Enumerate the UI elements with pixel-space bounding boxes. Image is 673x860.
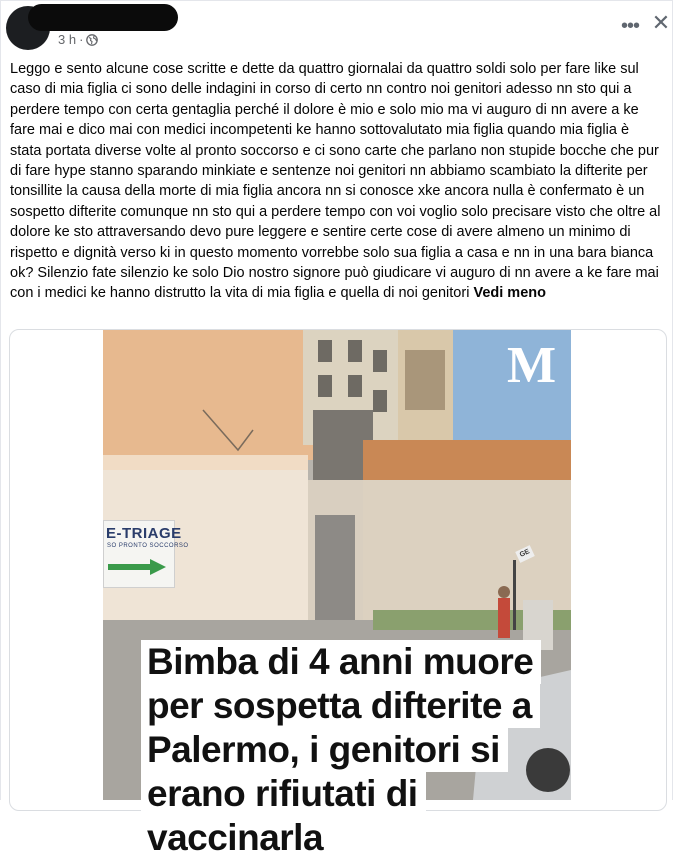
preview-headline [141, 640, 534, 860]
ellipsis-icon[interactable]: ••• [620, 14, 639, 37]
triage-sign-title: E-TRIAGE [106, 525, 182, 542]
triage-sign-subtitle: SO PRONTO SOCCORSO [107, 543, 189, 549]
see-less-link[interactable]: Vedi meno [473, 285, 546, 302]
headline-line: per sospetta difterite a [141, 684, 540, 728]
headline-line: erano rifiutati di [141, 772, 426, 816]
headline-line: Palermo, i genitori si [141, 728, 508, 772]
globe-icon [86, 34, 98, 46]
author-name-redacted[interactable] [28, 4, 178, 31]
small-sign: GE [515, 545, 535, 563]
headline-line: vaccinarla [141, 816, 331, 860]
post-body-text: Leggo e sento alcune cose scritte e dette da quattro giornalai da quattro soldi solo per fare like sul caso di mia figlia ci sono delle indagini in corso di certo nn contro noi genitori adesso nn sto qui a perdere tempo con certa gentaglia perché il dolore è mio e solo mio ma vi auguro di nn avere a ke fare mai e dico mai con medici incompetenti ke hanno sottovalutato mia figlia quando mia figlia è stata portata diverse volte al pronto soccorso e ci sono carte che parlano non stupide bocche che pur di fare hype stanno sparando minkiate e sentenze noi genitori nn abbiamo scambiato la difterite per tonsillite la causa della morte di mia figlia ancora nn si conosce xke ancora nulla è confermato è un sospetto difterite comunque nn sto qui a perdere tempo con voi voglio solo precisare visto che oltre al dolore ke sto attraversando devo pure leggere e sentire certe cose di avere almeno un minimo di rispetto e dignità verso ki in questo momento vorrebbe solo sua figlia a casa e nn in una bara bianca ok? Silenzio fate silenzio ke solo Dio nostro signore può giudicare vi auguro di nn avere a ke fare mai con i medici ke hanno distrutto la vita di mia figlia e quella di noi genitori [10, 61, 661, 302]
headline-line: Bimba di 4 anni muore [141, 640, 541, 684]
triage-sign [103, 520, 189, 588]
publisher-logo: M [507, 337, 557, 394]
meta-separator: · [79, 32, 84, 47]
post-body [10, 59, 662, 304]
post-timestamp[interactable]: 3 h [58, 32, 77, 47]
close-icon[interactable]: ✕ [651, 10, 671, 35]
post-meta [58, 32, 98, 47]
arrow-right-icon [108, 559, 166, 575]
preview-image[interactable] [103, 330, 571, 858]
